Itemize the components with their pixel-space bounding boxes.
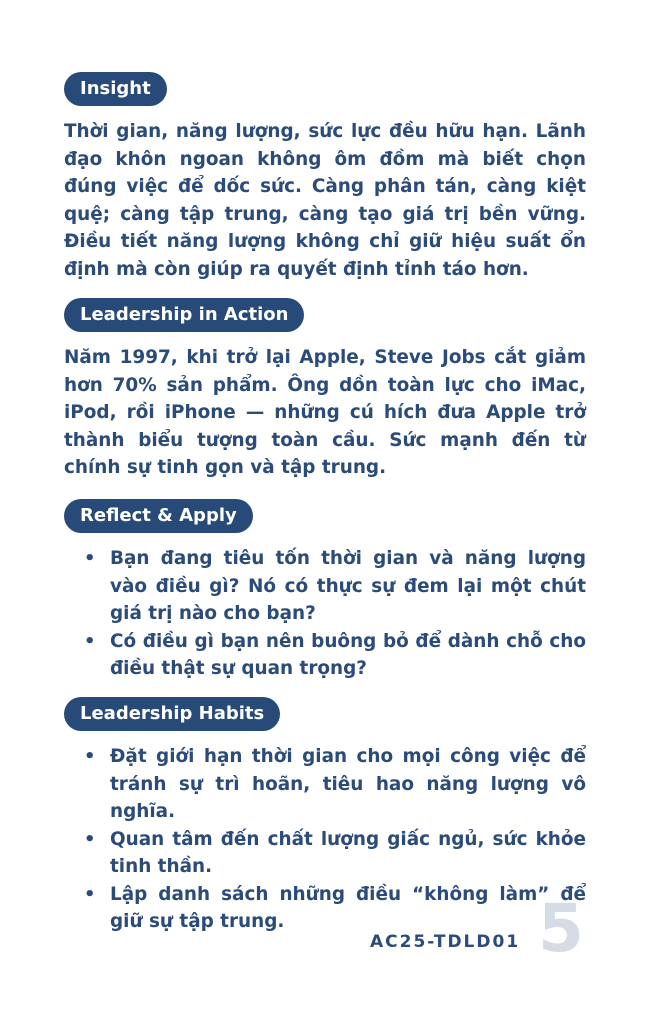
list-item xyxy=(84,826,586,881)
section-heading-leadership-habits: Leadership Habits xyxy=(64,697,280,731)
leadership-in-action-paragraph: Năm 1997, khi trở lại Apple, Steve Jobs cắt giảm hơn 70% sản phẩm. Ông dồn toàn lực cho iMac, iPod, rồi iPhone — những cú hích đưa Apple trở thành biểu tượng toàn cầu. Sức mạnh đến từ chính sự tinh gọn và tập trung. xyxy=(64,347,586,478)
document-code: AC25-TDLD01 xyxy=(370,932,521,952)
bullet-icon: • xyxy=(84,828,96,850)
bullet-icon: • xyxy=(84,548,96,569)
list-item-text: Quan tâm đến chất lượng giấc ngủ, sức khỏe tinh thần. xyxy=(110,828,586,877)
insight-paragraph: Thời gian, năng lượng, sức lực đều hữu hạn. Lãnh đạo khôn ngoan không ôm đồm mà biết chọn đúng việc để dốc sức. Càng phân tán, càng kiệt quệ; càng tập trung, càng tạo giá trị bền vững. Điều tiết năng lượng không chỉ giữ hiệu suất ổn định mà còn giúp ra quyết định tỉnh táo hơn. xyxy=(64,121,586,280)
list-item xyxy=(84,743,586,826)
section-heading-insight: Insight xyxy=(64,72,167,106)
page-number: 5 xyxy=(538,890,584,967)
list-item-text: Đặt giới hạn thời gian cho mọi công việc để tránh sự trì hoãn, tiêu hao năng lượng vô nghĩa. xyxy=(110,746,586,822)
list-item-text: Có điều gì bạn nên buông bỏ để dành chỗ cho điều thật sự quan trọng? xyxy=(110,630,586,679)
bullet-icon: • xyxy=(84,746,96,767)
list-item xyxy=(84,628,586,683)
leadership-habits-list xyxy=(84,743,586,936)
section-heading-reflect-apply: Reflect & Apply xyxy=(64,499,253,533)
list-item-text: Lập danh sách những điều “không làm” để giữ sự tập trung. xyxy=(110,883,586,932)
list-item xyxy=(84,881,586,936)
list-item-text: Bạn đang tiêu tốn thời gian và năng lượng vào điều gì? Nó có thực sự đem lại một chút giá trị nào cho bạn? xyxy=(110,548,586,624)
reflect-apply-list xyxy=(84,545,586,683)
bullet-icon: • xyxy=(84,630,96,652)
section-heading-leadership-in-action: Leadership in Action xyxy=(64,298,304,332)
list-item xyxy=(84,545,586,628)
bullet-icon: • xyxy=(84,883,96,905)
